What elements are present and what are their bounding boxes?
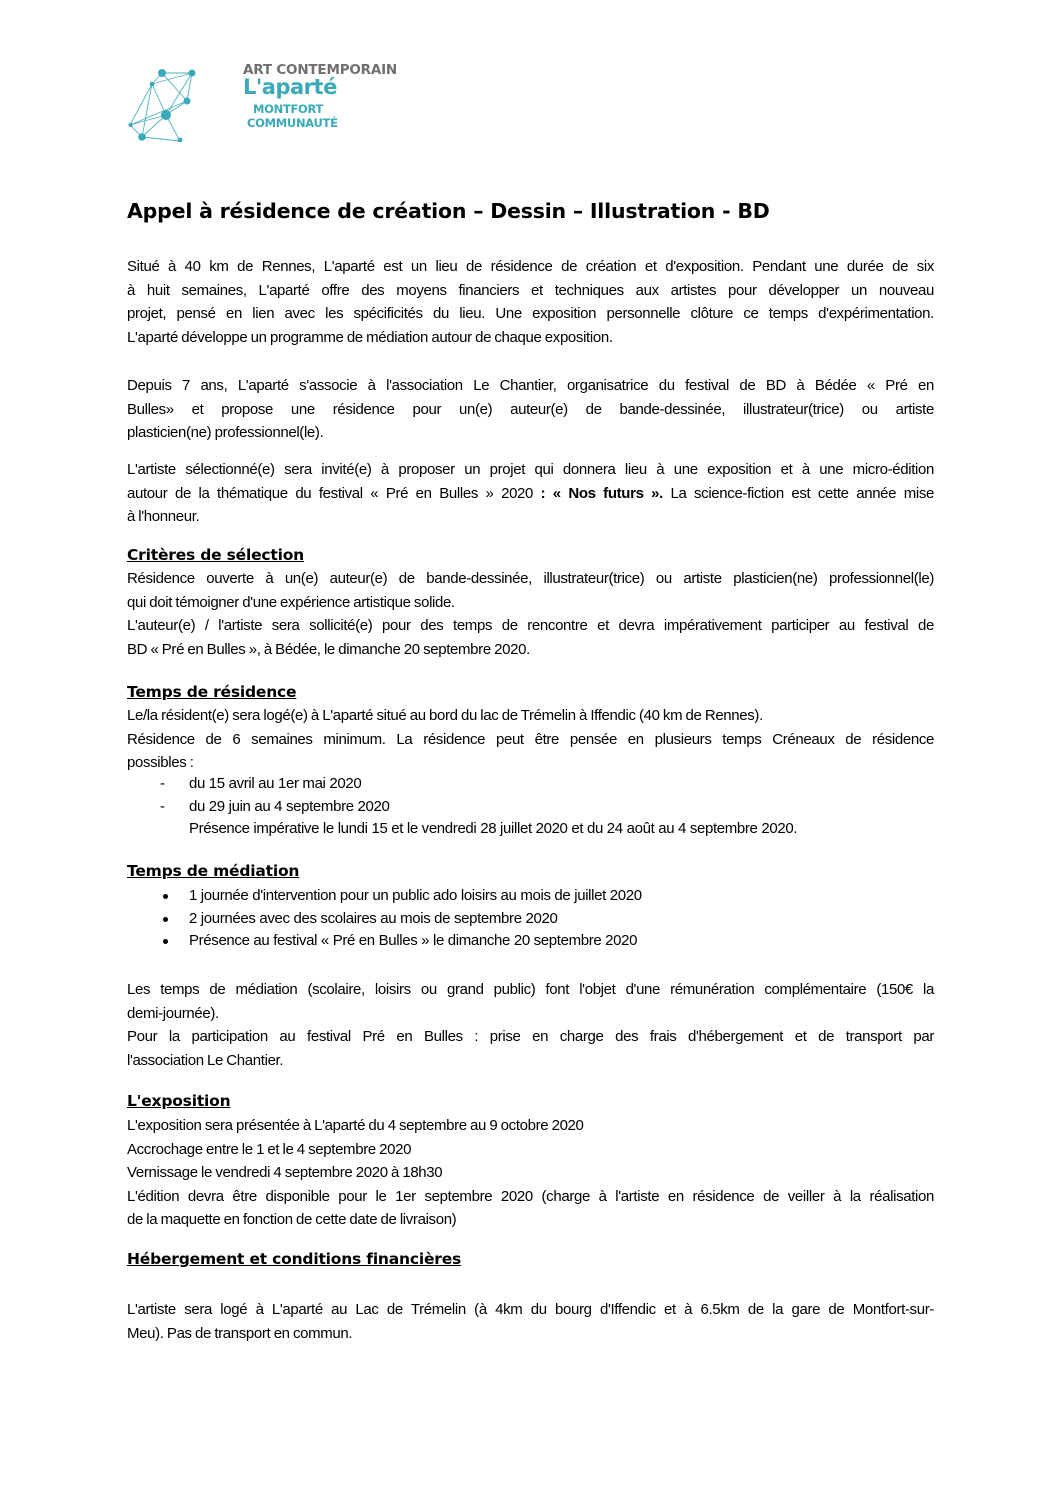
exhibition-line: L'édition devra être disponible pour le 1er septembre 2020 (charge à l'artiste en résidence de veiller à la réalisation	[127, 1187, 934, 1205]
list-item	[127, 885, 934, 908]
housing-line: L'artiste sera logé à L'aparté au Lac de Trémelin (à 4km du bourg d'Iffendic et à 6.5km de la gare de Montfort-sur-	[127, 1301, 934, 1318]
theme-line: L'artiste sélectionné(e) sera invité(e) à proposer un projet qui donnera lieu à une exposition et à une micro-édition	[127, 461, 934, 478]
logo-text-aparte: L'aparté	[243, 75, 337, 99]
heading-residence: Temps de résidence	[127, 683, 297, 701]
logo-text-montfort: MONTFORT	[253, 102, 324, 116]
partnership-line: Bulles» et propose une résidence pour un(e) auteur(e) de bande-dessinée, illustrateur(trice) ou artiste	[127, 400, 934, 418]
residence-slots-list	[127, 773, 934, 841]
mediation-item: Présence au festival « Pré en Bulles » le dimanche 20 septembre 2020	[189, 932, 638, 949]
theme-text: autour de la thématique du festival « Pré en Bulles » 2020	[127, 484, 541, 502]
heading-exhibition: L'exposition	[127, 1092, 231, 1110]
list-item	[127, 908, 934, 931]
heading-criteria: Critères de sélection	[127, 546, 304, 564]
intro-paragraph	[127, 255, 934, 349]
exhibition-line: Vernissage le vendredi 4 septembre 2020 à 18h30	[127, 1164, 443, 1181]
exhibition-paragraph	[127, 1114, 934, 1232]
housing-line: Meu). Pas de transport en commun.	[127, 1324, 353, 1342]
dash-marker: -	[160, 775, 165, 792]
mediation-list	[127, 885, 934, 953]
network-logo-icon	[128, 62, 240, 142]
heading-housing: Hébergement et conditions financières	[127, 1250, 462, 1268]
intro-line: L'aparté développe un programme de médiation autour de chaque exposition.	[127, 328, 613, 346]
residence-line: Résidence de 6 semaines minimum. La résidence peut être pensée en plusieurs temps Créneaux de résidence	[127, 730, 934, 748]
logo-text-communaute: COMMUNAUTÉ	[247, 116, 338, 130]
logo-text-art-contemporain: ART CONTEMPORAIN	[243, 62, 398, 78]
heading-mediation: Temps de médiation	[127, 862, 300, 880]
theme-text: La science-fiction est cette année mise	[662, 484, 934, 502]
bullet-icon	[163, 917, 168, 922]
mediation-festival-line: l'association Le Chantier.	[127, 1051, 284, 1069]
page-title: Appel à résidence de création – Dessin – Illustration - BD	[127, 199, 770, 223]
mediation-pay-line: demi-journée).	[127, 1004, 219, 1022]
theme-paragraph	[127, 458, 934, 529]
theme-highlight: : « Nos futurs ».	[540, 484, 663, 502]
exhibition-line: de la maquette en fonction de cette date de livraison)	[127, 1211, 457, 1228]
mediation-pay-line: Les temps de médiation (scolaire, loisirs ou grand public) font l'objet d'une rémunération complémentaire (150€ la	[127, 981, 934, 998]
residence-paragraph	[127, 704, 934, 775]
list-item	[127, 773, 934, 796]
logo	[128, 62, 398, 142]
mediation-item: 2 journées avec des scolaires au mois de septembre 2020	[189, 909, 558, 927]
residence-line: possibles :	[127, 754, 194, 771]
mediation-festival-paragraph	[127, 1025, 934, 1072]
mediation-item: 1 journée d'intervention pour un public ado loisirs au mois de juillet 2020	[189, 887, 642, 904]
slot-text: du 29 juin au 4 septembre 2020	[189, 797, 390, 815]
intro-line: projet, pensé en lien avec les spécificités du lieu. Une exposition personnelle clôture ce temps d'expérimentation.	[127, 305, 934, 322]
theme-line	[127, 482, 934, 506]
list-item-note	[127, 818, 934, 841]
residence-line: Le/la résident(e) sera logé(e) à L'aparté situé au bord du lac de Trémelin à Iffendic (40 km de Rennes).	[127, 707, 763, 724]
criteria-line: L'auteur(e) / l'artiste sera sollicité(e) pour des temps de rencontre et devra impérativement participer au festival de	[127, 617, 934, 634]
criteria-line: Résidence ouverte à un(e) auteur(e) de bande-dessinée, illustrateur(trice) ou artiste plasticien(ne) professionnel(le)	[127, 570, 934, 587]
dash-marker: -	[160, 797, 165, 815]
slot-text: du 15 avril au 1er mai 2020	[189, 775, 362, 792]
list-item	[127, 796, 934, 819]
exhibition-line: L'exposition sera présentée à L'aparté du 4 septembre au 9 octobre 2020	[127, 1117, 584, 1134]
criteria-line: BD « Pré en Bulles », à Bédée, le dimanche 20 septembre 2020.	[127, 640, 530, 658]
bullet-icon	[163, 894, 168, 899]
list-item	[127, 930, 934, 953]
criteria-paragraph	[127, 567, 934, 661]
intro-line: Situé à 40 km de Rennes, L'aparté est un lieu de résidence de création et d'exposition. Pendant une durée de six	[127, 258, 934, 275]
partnership-paragraph	[127, 374, 934, 445]
theme-line: à l'honneur.	[127, 508, 200, 525]
housing-paragraph	[127, 1298, 934, 1345]
slot-note: Présence impérative le lundi 15 et le vendredi 28 juillet 2020 et du 24 août au 4 septembre 2020.	[189, 820, 798, 837]
partnership-line: plasticien(ne) professionnel(le).	[127, 424, 324, 441]
bullet-icon	[163, 939, 168, 944]
mediation-pay-paragraph	[127, 978, 934, 1025]
intro-line: à huit semaines, L'aparté offre des moyens financiers et techniques aux artistes pour développer un nouveau	[127, 281, 934, 299]
exhibition-line: Accrochage entre le 1 et le 4 septembre 2020	[127, 1140, 412, 1158]
criteria-line: qui doit témoigner d'une expérience artistique solide.	[127, 593, 455, 611]
partnership-line: Depuis 7 ans, L'aparté s'associe à l'association Le Chantier, organisatrice du festival de BD à Bédée « Pré en	[127, 377, 934, 394]
mediation-festival-line: Pour la participation au festival Pré en Bulles : prise en charge des frais d'hébergement et de transport par	[127, 1028, 934, 1045]
